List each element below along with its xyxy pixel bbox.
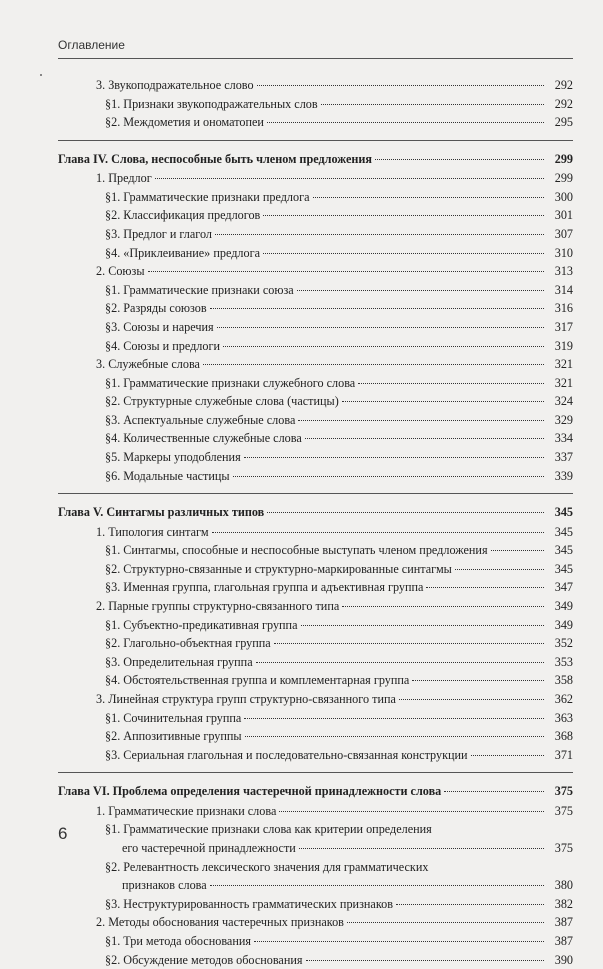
- toc-entry-title: §1. Признаки звукоподражательных слов: [105, 96, 318, 111]
- dot-leader: [455, 569, 544, 570]
- toc-entry-title: §1. Три метода обоснования: [105, 933, 251, 948]
- running-title: Оглавление: [58, 38, 125, 52]
- dot-leader: [305, 438, 544, 439]
- toc-entry-title: §1. Субъектно-предикативная группа: [105, 617, 298, 632]
- dot-leader: [471, 755, 544, 756]
- toc-entry-page: 300: [554, 189, 573, 204]
- toc-entry-title: 3. Служебные слова: [96, 357, 200, 372]
- toc-entry-title: §2. Разряды союзов: [105, 301, 207, 316]
- dot-leader: [279, 811, 544, 812]
- page-number: 6: [58, 824, 68, 843]
- toc-entry-page: 390: [554, 952, 573, 967]
- toc-chapter-entry[interactable]: [58, 150, 573, 169]
- dot-leader: [412, 680, 544, 681]
- dot-leader: [306, 960, 545, 961]
- toc-entry-title: §3. Аспектуальные служебные слова: [105, 412, 296, 427]
- toc-entry[interactable]: [58, 467, 573, 486]
- toc-entry-title: 3. Звукоподражательное слово: [96, 78, 254, 92]
- toc-entry[interactable]: [58, 820, 573, 839]
- dot-leader: [254, 941, 544, 942]
- toc-entry-title: §2. Аппозитивные группы: [105, 729, 242, 744]
- toc-entry-title: §4. Союзы и предлоги: [105, 338, 220, 353]
- toc-entry-page: 362: [554, 692, 573, 706]
- toc-entry[interactable]: [58, 429, 573, 448]
- toc-entry-title: 1. Предлог: [96, 171, 152, 186]
- toc-entry[interactable]: [58, 653, 573, 672]
- toc-entry-title: §3. Предлог и глагол: [105, 226, 212, 241]
- dot-leader: [396, 904, 544, 905]
- toc-entry-title: §1. Грамматические признаки слова как критерии определения: [105, 822, 432, 837]
- toc-entry-page: 324: [554, 394, 573, 409]
- toc-entry[interactable]: [58, 337, 573, 356]
- toc-entry[interactable]: [58, 951, 573, 969]
- toc-entry-title: §2. Обсуждение методов обоснования: [105, 952, 303, 967]
- table-of-contents: [58, 76, 573, 969]
- dot-leader: [148, 271, 544, 272]
- toc-entry-title: §1. Сочинительная группа: [105, 710, 242, 725]
- toc-entry-page: 345: [554, 505, 573, 520]
- toc-entry-page: 339: [554, 468, 573, 483]
- dot-leader: [426, 587, 544, 588]
- toc-entry-title: §2. Структурные служебные слова (частицы): [105, 394, 339, 409]
- dot-leader: [244, 718, 544, 719]
- toc-entry-title: §3. Сериальная глагольная и последовательно-связанная конструкции: [105, 747, 468, 762]
- toc-entry[interactable]: [58, 392, 573, 411]
- dot-leader: [256, 662, 544, 663]
- toc-entry-title: §4. Обстоятельственная группа и комплементарная группа: [105, 673, 410, 688]
- print-speck: [40, 74, 42, 76]
- toc-entry[interactable]: [58, 206, 573, 225]
- toc-entry-title: §1. Синтагмы, способные и неспособные выступать членом предложения: [105, 543, 488, 558]
- toc-entry-page: 347: [554, 580, 573, 595]
- dot-leader: [215, 234, 544, 235]
- toc-entry-title: §4. «Приклеивание» предлога: [105, 245, 260, 260]
- toc-entry[interactable]: [58, 578, 573, 597]
- toc-entry[interactable]: [58, 299, 573, 318]
- toc-entry[interactable]: [58, 541, 573, 560]
- dot-leader: [257, 85, 544, 86]
- dot-leader: [210, 308, 544, 309]
- toc-entry-page: 337: [554, 450, 573, 465]
- toc-entry-title: 2. Союзы: [96, 264, 145, 279]
- toc-entry-title: §2. Структурно-связанные и структурно-маркированные синтагмы: [105, 561, 452, 576]
- dot-leader: [263, 215, 544, 216]
- toc-entry-title: §1. Грамматические признаки служебного слова: [105, 375, 356, 390]
- toc-entry[interactable]: [58, 411, 573, 430]
- dot-leader: [491, 550, 544, 551]
- dot-leader: [263, 253, 544, 254]
- toc-entry-title: §6. Модальные частицы: [105, 468, 230, 483]
- toc-entry-title: Глава VI. Проблема определения частеречной принадлежности слова: [58, 784, 442, 799]
- toc-entry-page: 317: [554, 319, 573, 334]
- dot-leader: [313, 197, 544, 198]
- toc-entry[interactable]: [58, 244, 573, 263]
- toc-entry-page: 375: [554, 784, 573, 799]
- toc-entry-title: §3. Союзы и наречия: [105, 319, 214, 334]
- toc-entry[interactable]: [58, 690, 573, 709]
- toc-entry[interactable]: [58, 913, 573, 932]
- toc-entry-page: 352: [554, 636, 573, 651]
- dot-leader: [223, 346, 544, 347]
- dot-leader: [274, 643, 544, 644]
- toc-entry[interactable]: [58, 225, 573, 244]
- toc-entry[interactable]: [58, 839, 573, 858]
- toc-entry-title: §1. Грамматические признаки союза: [105, 282, 294, 297]
- toc-entry-page: 299: [554, 151, 573, 166]
- toc-entry-title: §2. Междометия и ономатопеи: [105, 115, 264, 130]
- toc-entry-page: 382: [554, 896, 573, 911]
- toc-entry[interactable]: [58, 374, 573, 393]
- toc-entry-title: §3. Именная группа, глагольная группа и адъективная группа: [105, 580, 424, 595]
- toc-entry-title: §1. Грамматические признаки предлога: [105, 189, 310, 204]
- toc-entry-page: 353: [554, 654, 573, 669]
- chapter-separator-rule: [58, 493, 573, 494]
- toc-entry-title: Глава V. Синтагмы различных типов: [58, 505, 265, 520]
- toc-entry-page: 321: [554, 357, 573, 372]
- dot-leader: [203, 364, 544, 365]
- toc-entry[interactable]: [58, 113, 573, 132]
- toc-entry-title: 2. Методы обоснования частеречных признаков: [96, 915, 344, 930]
- dot-leader: [321, 104, 544, 105]
- toc-entry[interactable]: [58, 169, 573, 188]
- dot-leader: [212, 532, 544, 533]
- toc-entry[interactable]: [58, 523, 573, 542]
- toc-entry-title: 3. Линейная структура групп структурно-связанного типа: [96, 692, 396, 706]
- toc-entry-title: Глава IV. Слова, неспособные быть членом предложения: [58, 151, 372, 166]
- toc-entry-page: 299: [554, 171, 573, 186]
- toc-chapter-entry[interactable]: [58, 782, 573, 801]
- toc-entry-title: §3. Неструктурированность грамматических признаков: [105, 896, 393, 911]
- toc-entry-page: 371: [554, 747, 573, 762]
- toc-entry[interactable]: [58, 262, 573, 281]
- toc-entry-title: §2. Классификация предлогов: [105, 208, 261, 223]
- toc-entry[interactable]: [58, 895, 573, 914]
- toc-entry[interactable]: [58, 281, 573, 300]
- dot-leader: [358, 383, 544, 384]
- dot-leader: [342, 606, 544, 607]
- toc-entry-page: 345: [554, 524, 573, 539]
- toc-entry-page: 387: [554, 933, 573, 948]
- toc-entry-page: 292: [554, 78, 573, 92]
- toc-entry[interactable]: [58, 318, 573, 337]
- toc-entry-page: 363: [554, 710, 573, 725]
- dot-leader: [233, 476, 544, 477]
- toc-entry-page: 314: [554, 282, 573, 297]
- dot-leader: [399, 699, 544, 700]
- toc-entry-page: 368: [554, 729, 573, 744]
- dot-leader: [244, 457, 544, 458]
- toc-entry-page: 358: [554, 673, 573, 688]
- toc-chapter-entry[interactable]: [58, 503, 573, 522]
- toc-entry-page: 313: [554, 264, 573, 279]
- toc-entry-title: §3. Определительная группа: [105, 654, 253, 669]
- toc-entry-page: 292: [554, 96, 573, 111]
- toc-entry-title: его частеречной принадлежности: [122, 840, 296, 855]
- toc-entry-title: §2. Глагольно-объектная группа: [105, 636, 271, 651]
- dot-leader: [347, 922, 544, 923]
- dot-leader: [267, 512, 544, 513]
- toc-entry-page: 375: [554, 840, 573, 855]
- toc-entry[interactable]: [58, 448, 573, 467]
- toc-entry-title: 1. Грамматические признаки слова: [96, 803, 277, 818]
- toc-entry-page: 375: [554, 803, 573, 818]
- toc-entry-page: 387: [554, 915, 573, 930]
- dot-leader: [375, 159, 544, 160]
- toc-entry-page: 319: [554, 338, 573, 353]
- dot-leader: [342, 401, 544, 402]
- toc-entry[interactable]: [58, 709, 573, 728]
- dot-leader: [298, 420, 544, 421]
- dot-leader: [297, 290, 544, 291]
- toc-entry-page: 321: [554, 375, 573, 390]
- toc-entry-page: 295: [554, 115, 573, 130]
- header-rule: [58, 58, 573, 59]
- toc-entry-title: 1. Типология синтагм: [96, 524, 209, 539]
- toc-entry[interactable]: [58, 727, 573, 746]
- toc-entry[interactable]: [58, 746, 573, 765]
- dot-leader: [267, 122, 544, 123]
- toc-entry[interactable]: [58, 802, 573, 821]
- toc-entry[interactable]: [58, 560, 573, 579]
- dot-leader: [245, 736, 544, 737]
- toc-entry[interactable]: [58, 95, 573, 114]
- dot-leader: [299, 848, 544, 849]
- toc-entry[interactable]: [58, 76, 573, 95]
- dot-leader: [217, 327, 544, 328]
- toc-entry-page: 345: [554, 543, 573, 558]
- toc-entry-page: 329: [554, 412, 573, 427]
- toc-entry-page: 349: [554, 617, 573, 632]
- toc-entry-page: 307: [554, 226, 573, 241]
- dot-leader: [210, 885, 544, 886]
- toc-entry-page: 345: [554, 561, 573, 576]
- chapter-separator-rule: [58, 772, 573, 773]
- toc-entry[interactable]: [58, 616, 573, 635]
- toc-entry-page: 380: [554, 878, 573, 893]
- toc-entry-page: 334: [554, 431, 573, 446]
- toc-entry[interactable]: [58, 355, 573, 374]
- toc-entry-title: 2. Парные группы структурно-связанного типа: [96, 599, 340, 614]
- toc-entry-page: 316: [554, 301, 573, 316]
- toc-entry-title: признаков слова: [122, 878, 207, 893]
- toc-entry[interactable]: [58, 671, 573, 690]
- toc-entry[interactable]: [58, 188, 573, 207]
- chapter-separator-rule: [58, 140, 573, 141]
- dot-leader: [444, 791, 544, 792]
- toc-entry-title: §2. Релевантность лексического значения для грамматических: [105, 859, 429, 874]
- toc-entry-title: §4. Количественные служебные слова: [105, 431, 302, 446]
- toc-entry-page: 349: [554, 599, 573, 614]
- toc-entry[interactable]: [58, 858, 573, 877]
- toc-entry-page: 310: [554, 245, 573, 260]
- toc-entry[interactable]: [58, 597, 573, 616]
- toc-entry[interactable]: [58, 634, 573, 653]
- toc-entry[interactable]: [58, 876, 573, 895]
- dot-leader: [301, 625, 545, 626]
- toc-entry[interactable]: [58, 932, 573, 951]
- dot-leader: [155, 178, 544, 179]
- toc-entry-title: §5. Маркеры уподобления: [105, 450, 241, 465]
- toc-entry-page: 301: [554, 208, 573, 223]
